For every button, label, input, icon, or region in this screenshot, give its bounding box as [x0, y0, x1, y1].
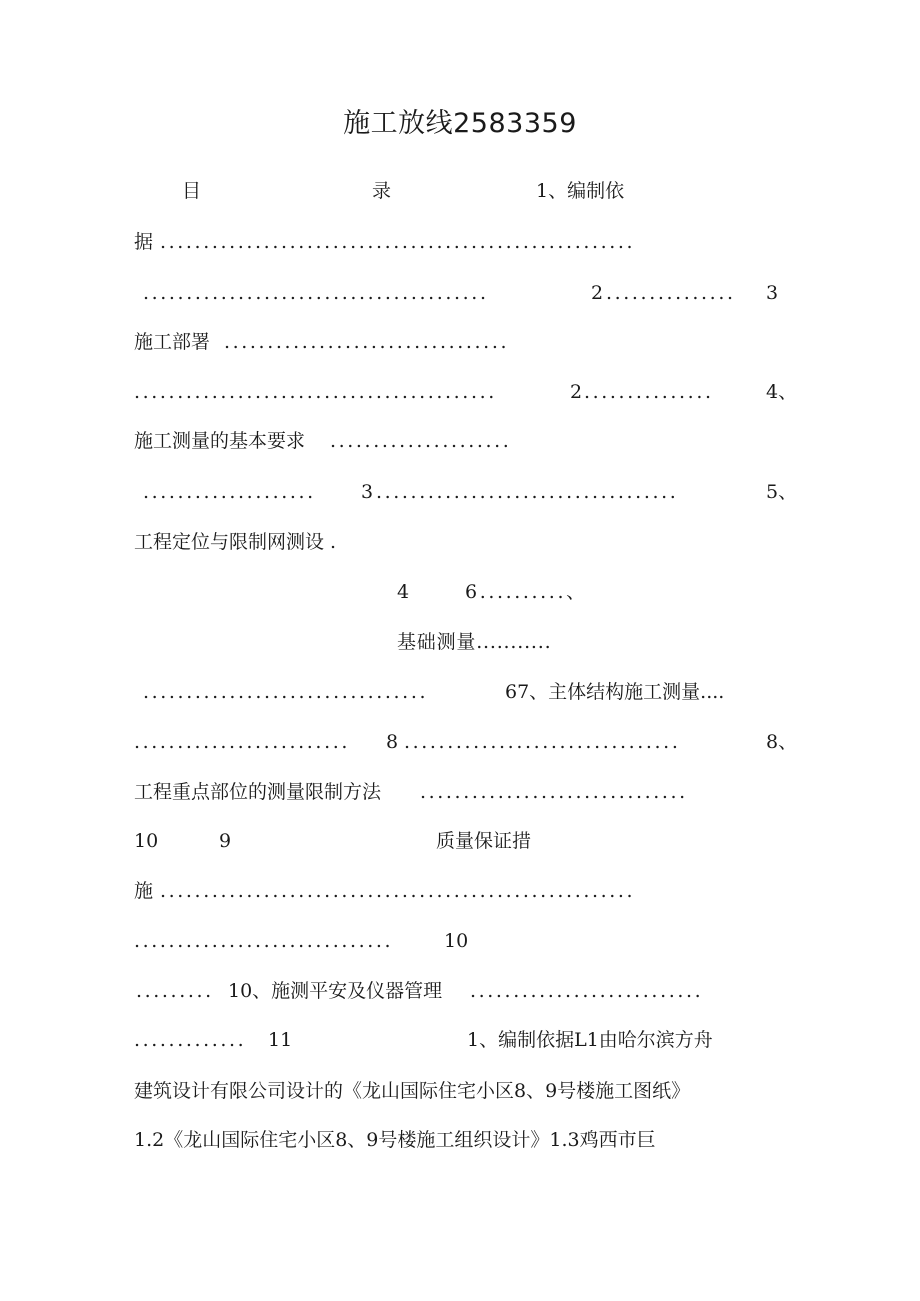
toc-leader: ............. [134, 1029, 247, 1051]
toc-item-1-title: 1、编制依 [536, 180, 625, 202]
toc-leader: .............................. [134, 930, 394, 952]
toc-leader: ........................................ [143, 282, 489, 304]
toc-page-number: 3 [361, 481, 374, 503]
toc-item-6-title: 基础测量........... [397, 631, 552, 653]
toc-item-9-title: 质量保证措 [436, 830, 532, 852]
toc-item-1-cont: 据 [134, 231, 154, 253]
toc-leader: ............... [584, 381, 714, 403]
toc-leader: ................................... [376, 481, 679, 503]
toc-page-number: 4 [397, 581, 410, 603]
toc-item-number: 3 [766, 282, 779, 304]
toc-leader: ................................. [224, 331, 510, 353]
body-text-line: 1.2《龙山国际住宅小区8、9号楼施工组织设计》1.3鸡西市巨 [134, 1129, 656, 1151]
toc-leader: ................................. [143, 681, 429, 703]
toc-item-10-title: 10、施测平安及仪器管理 [228, 980, 443, 1002]
body-text-line: 1、编制依据L1由哈尔滨方舟 [467, 1029, 713, 1051]
toc-item-9-cont: 施 [134, 880, 154, 902]
toc-item-7-title: 67、主体结构施工测量.... [505, 681, 725, 703]
toc-item-number: 9 [219, 830, 232, 852]
document-title: 施工放线2583359 [343, 108, 577, 139]
toc-page-number: 10 [134, 830, 159, 852]
toc-leader: .................... [143, 481, 316, 503]
toc-item-8-title: 工程重点部位的测量限制方法 [134, 781, 382, 803]
toc-item-3-title: 施工部署 [134, 331, 211, 353]
toc-page-number: 10 [444, 930, 469, 952]
toc-item-5-title: 工程定位与限制网测设 . [134, 531, 337, 553]
body-text-line: 建筑设计有限公司设计的《龙山国际住宅小区8、9号楼施工图纸》 [134, 1080, 691, 1102]
toc-leader: ............... [606, 282, 736, 304]
toc-page-number: 8 [386, 731, 399, 753]
toc-item-number: 4、 [766, 381, 798, 403]
toc-heading-left: 目 [182, 180, 202, 202]
toc-leader: ....................................................... [160, 880, 636, 902]
toc-leader: ......................... [134, 731, 350, 753]
toc-leader: ........................... [470, 980, 704, 1002]
toc-page-number: 2 [591, 282, 604, 304]
toc-leader: ......... [136, 980, 214, 1002]
toc-page-number: 11 [268, 1029, 293, 1051]
toc-item-number: 5、 [766, 481, 798, 503]
toc-leader: .......................................... [134, 381, 497, 403]
toc-item-number: 6..........、 [465, 581, 588, 603]
toc-heading-right: 录 [372, 180, 392, 202]
toc-page-number: 2 [570, 381, 583, 403]
toc-leader: ....................................................... [160, 231, 636, 253]
toc-leader: ............................... [420, 781, 688, 803]
toc-leader: ..................... [330, 430, 512, 452]
toc-item-4-title: 施工测量的基本要求 [134, 430, 306, 452]
toc-leader: ................................ [404, 731, 681, 753]
toc-item-number: 8、 [766, 731, 798, 753]
